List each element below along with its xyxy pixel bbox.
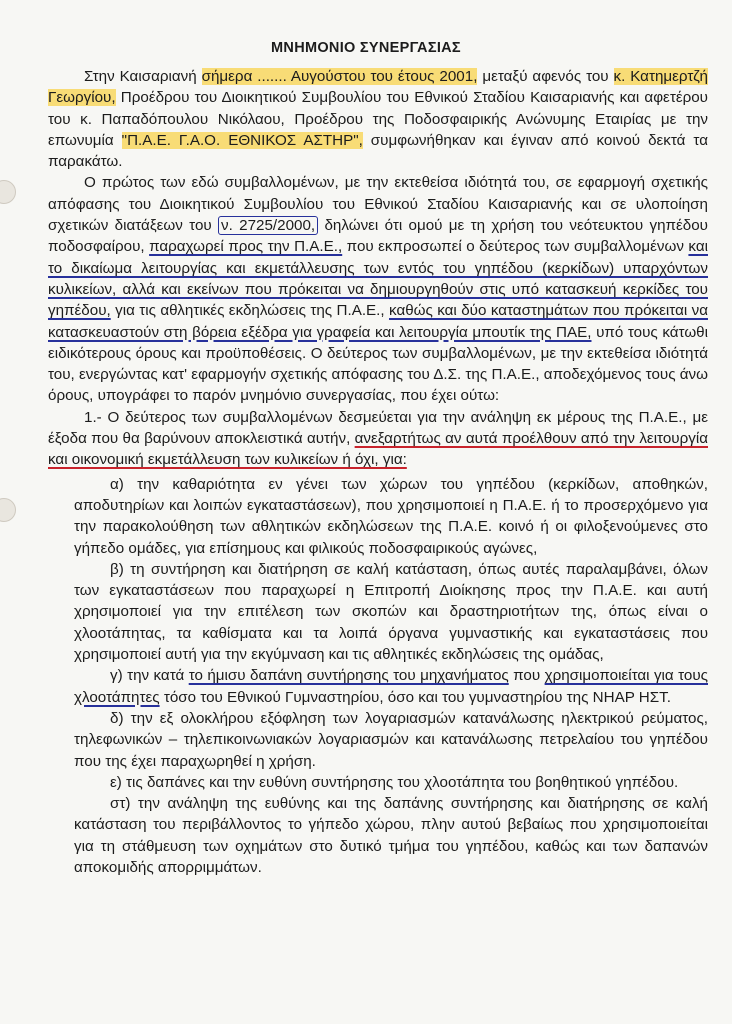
highlighted-name: κ. Κατημερτζή Γεωργίου, bbox=[48, 68, 708, 107]
underlined-regardless-clause: ανεξαρτήτως αν αυτά προέλθουν από την λειτουργία και οικονομική εκμετάλλευση των κυλικείων ή όχι, για: bbox=[48, 430, 708, 469]
text-span: τόσο του Εθνικού Γυμναστηρίου, όσο και του γυμναστηρίου της ΝΗΑΡ ΗΣΤ. bbox=[159, 688, 671, 706]
underlined-turf-use: χρησιμοποιείται για τους χλοοτάπητες bbox=[74, 667, 708, 706]
text-span: που bbox=[508, 667, 545, 685]
underlined-canteen-rights: και το δικαίωμα λειτουργίας και εκμετάλλευσης των εντός του γηπέδου (κερκίδων) υπαρχόντων κυλικείων, αλλά και εκείνων που πρόκειται να δημιουργηθούν στις υπό κατασκευή κερκίδες του γηπέδου, bbox=[48, 238, 708, 320]
law-reference-boxed: ν. 2725/2000, bbox=[218, 216, 318, 235]
text-span: 1.- Ο δεύτερος των συμβαλλομένων δεσμεύεται για την ανάληψη εκ μέρους της Π.Α.Ε., με έξοδα που θα βαρύνουν αποκλειστικά αυτήν, bbox=[48, 408, 708, 448]
document-body bbox=[48, 66, 708, 878]
underlined-shops: καθώς και δύο καταστημάτων που πρόκειται να κατασκευαστούν στη βόρεια εξέδρα για γραφεία και λειτουργία μπουτίκ της ΠΑΕ, bbox=[48, 302, 708, 341]
text-span: γ) την κατά bbox=[110, 667, 189, 685]
highlighted-company: "Π.Α.Ε. Γ.Α.Ο. ΕΘΝΙΚΟΣ ΑΣΤΗΡ", bbox=[121, 131, 363, 149]
item-a: α) την καθαριότητα εν γένει των χώρων του γηπέδου (κερκίδων, αποθηκών, αποδυτηρίων και λοιπών εγκαταστάσεων), που χρησιμοποιεί η Π.Α.Ε. ή το προσερχόμενο για την παρακολούθηση των αθλητικών εκδηλώσεων της Π.Α.Ε. κοινό ή οι φιλοξενούμενες στο γήπεδο ομάδες, για επίσημους και φιλικούς ποδοσφαιρικούς αγώνες, bbox=[74, 475, 708, 557]
text-span: δηλώνει ότι ομού με τη χρήση του νεότευκτου γηπέδου ποδοσφαίρου, bbox=[48, 217, 708, 256]
document-title: ΜΝΗΜΟΝΙΟ ΣΥΝΕΡΓΑΣΙΑΣ bbox=[271, 40, 461, 56]
item-st: στ) την ανάληψη της ευθύνης και της δαπάνης συντήρησης και διατήρησης σε καλή κατάσταση του περιβάλλοντος το γήπεδο χώρου, πλην αυτού βεβαίως που χρησιμοποιείται για τη στάθμευση των οχημάτων στο δυτικό τμήμα του γηπέδου, καθώς και των δαπανών αποκομιδής απορριμμάτων. bbox=[74, 795, 708, 876]
text-span: που εκπροσωπεί ο δεύτερος των συμβαλλομένων bbox=[342, 238, 689, 256]
text-span: υπό τους κάτωθι ειδικότερους όρους και προϋποθέσεις. Ο δεύτερος των συμβαλλομένων, με την εκτεθείσα ιδιότητά του, ενεργώντας κατ' εφαρμογήν σχετικής απόφασης του Δ.Σ. της Π.Α.Ε., αποδεχόμενος τους άνω όρους, υπογράφει το παρόν μνημόνιο συνεργασίας, που έχει ούτω: bbox=[48, 323, 708, 405]
paragraph-intro bbox=[48, 66, 708, 172]
text-span: Στην Καισαριανή bbox=[84, 68, 202, 85]
text-span: Ο πρώτος των εδώ συμβαλλομένων, με την εκτεθείσα ιδιότητά του, σε εφαρμογή σχετικής απόφασης του Διοικητικού Συμβουλίου του Εθνικού Σταδίου Καισαριανής και σε υλοποίηση σχετικών διατάξεων του bbox=[48, 174, 708, 235]
binder-hole bbox=[0, 180, 16, 204]
text-span: μεταξύ αφενός του bbox=[477, 68, 614, 85]
paragraph-obligations bbox=[48, 407, 708, 471]
binder-hole bbox=[0, 498, 16, 522]
text-span: Προέδρου του Διοικητικού Συμβουλίου του Εθνικού Σταδίου Καισαριανής και αφετέρου του κ. Παπαδόπουλου Νικόλαου, Προέδρου της Ποδοσφαιρικής Ανώνυμης Εταιρίας με την επωνυμία bbox=[48, 89, 708, 149]
item-c bbox=[48, 665, 708, 708]
highlighted-date: σήμερα ....... Αυγούστου του έτους 2001, bbox=[201, 68, 478, 85]
underlined-grant: παραχωρεί προς την Π.Α.Ε., bbox=[149, 238, 343, 256]
text-span: συμφωνήθηκαν και έγιναν από κοινού δεκτά τα παρακάτω. bbox=[48, 131, 708, 171]
paragraph-concession bbox=[48, 172, 708, 406]
underlined-half-cost: το ήμισυ δαπάνη συντήρησης του μηχανήματος bbox=[188, 667, 509, 685]
text-span: για τις αθλητικές εκδηλώσεις της Π.Α.Ε., bbox=[110, 302, 390, 320]
item-b: β) τη συντήρηση και διατήρηση σε καλή κατάσταση, όπως αυτές παραλαμβάνει, όλων των εγκαταστάσεων που παραχωρεί η Επιτροπή Διοίκησης προς την Π.Α.Ε. και αυτή χρησιμοποιεί για την επιτέλεση των σκοπών και δραστηριοτήτων της, όπως είναι ο χλοοτάπητας, τα καθίσματα και τα λοιπά όργανα γυμναστικής και εγκαταστάσεις που χρησιμοποιεί αυτή για την εκγύμναση και τις αθλητικές εκδηλώσεις της ομάδας, bbox=[74, 560, 708, 664]
item-d: δ) την εξ ολοκλήρου εξόφληση των λογαριασμών κατανάλωσης ηλεκτρικού ρεύματος, τηλεφωνικών – τηλεπικοινωνιακών λογαριασμών και κατανάλωσης πετρελαίου του γηπέδου που της έχει παραχωρηθεί η χρήση. bbox=[74, 709, 708, 770]
item-e: ε) τις δαπάνες και την ευθύνη συντήρησης του χλοοτάπητα του βοηθητικού γηπέδου. bbox=[110, 773, 679, 791]
